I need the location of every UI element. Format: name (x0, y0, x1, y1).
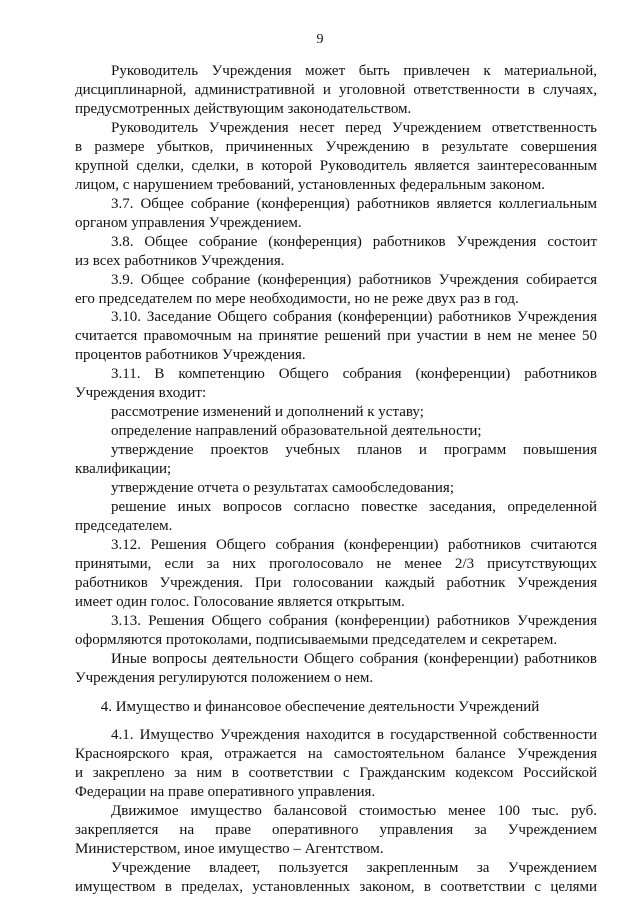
text-line: предусмотренных действующим законодательством. (75, 100, 412, 117)
text-line: определение направлений образовательной деятельности; (111, 423, 482, 440)
text-line: утверждение отчета о результатах самообследования; (111, 480, 455, 496)
text-line: 4.1. Имущество Учреждения находится в государственной собственности (111, 727, 597, 744)
text-line: квалификации; (75, 461, 172, 478)
text-line: принятыми, если за них проголосовало не менее 2/3 присутствующих (75, 555, 597, 572)
text-line: Движимое имущество балансовой стоимостью менее 100 тыс. руб. (111, 803, 597, 820)
text-line: Учреждение владеет, пользуется закрепленным за Учреждением (111, 860, 597, 876)
text-line: процентов работников Учреждения. (75, 347, 306, 364)
text-line: и закреплено за ним в соответствии с Гражданским кодексом Российской (75, 765, 597, 782)
text-line: Федерации на праве оперативного управления. (75, 784, 376, 801)
text-line: крупной сделки, сделки, в которой Руководитель является заинтересованным (75, 157, 597, 174)
text-line: Учреждения входит: (75, 385, 207, 402)
text-line: председателем. (75, 517, 173, 534)
text-line: его председателем по мере необходимости, но не реже двух раз в год. (75, 290, 519, 307)
text-line: 3.13. Решения Общего собрания (конференции) работников Учреждения (111, 612, 597, 629)
text-line: дисциплинарной, административной и уголовной ответственности в случаях, (75, 82, 597, 98)
text-line: Министерством, иное имущество – Агентством. (75, 841, 384, 858)
text-line: оформляются протоколами, подписываемыми председателем и секретарем. (75, 631, 558, 648)
text-line: 3.11. В компетенцию Общего собрания (конференции) работников (111, 366, 597, 383)
text-line: 3.10. Заседание Общего собрания (конференции) работников Учреждения (111, 309, 597, 326)
text-line: решение иных вопросов согласно повестке заседания, определенной (111, 499, 597, 515)
text-line: Руководитель Учреждения может быть привлечен к материальной, (111, 63, 597, 79)
text-line: утверждение проектов учебных планов и программ повышения (111, 442, 597, 459)
page-number: 9 (316, 32, 324, 47)
text-line: закрепляется на праве оперативного управления за Учреждением (75, 822, 597, 839)
text-line: имеет один голос. Голосование является открытым. (75, 593, 405, 610)
text-line: в размере убытков, причиненных Учреждению в результате совершения (75, 138, 597, 155)
text-line: рассмотрение изменений и дополнений к уставу; (111, 404, 424, 421)
text-line: 3.8. Общее собрание (конференция) работников Учреждения состоит (111, 233, 597, 250)
text-line: имуществом в пределах, установленных законом, в соответствии с целями (75, 879, 597, 895)
section-heading: 4. Имущество и финансовое обеспечение деятельности Учреждений (100, 698, 540, 715)
text-line: лицом, с нарушением требований, установленных федеральным законом. (75, 176, 545, 193)
text-line: Учреждения регулируются положением о нем. (75, 669, 374, 686)
text-line: Руководитель Учреждения несет перед Учреждением ответственность (111, 119, 597, 136)
text-line: работников Учреждения. При голосовании каждый работник Учреждения (75, 574, 597, 591)
text-line: считается правомочным на принятие решений при участии в нем не менее 50 (75, 328, 597, 345)
text-line: Красноярского края, отражается на самостоятельном балансе Учреждения (75, 746, 597, 763)
text-line: из всех работников Учреждения. (75, 252, 285, 269)
text-line: 3.12. Решения Общего собрания (конференции) работников считаются (111, 536, 597, 553)
text-line: органом управления Учреждением. (75, 214, 302, 231)
text-line: 3.7. Общее собрание (конференция) работников является коллегиальным (111, 195, 597, 212)
text-line: Иные вопросы деятельности Общего собрания (конференции) работников (111, 650, 597, 667)
text-line: 3.9. Общее собрание (конференция) работников Учреждения собирается (111, 271, 597, 288)
